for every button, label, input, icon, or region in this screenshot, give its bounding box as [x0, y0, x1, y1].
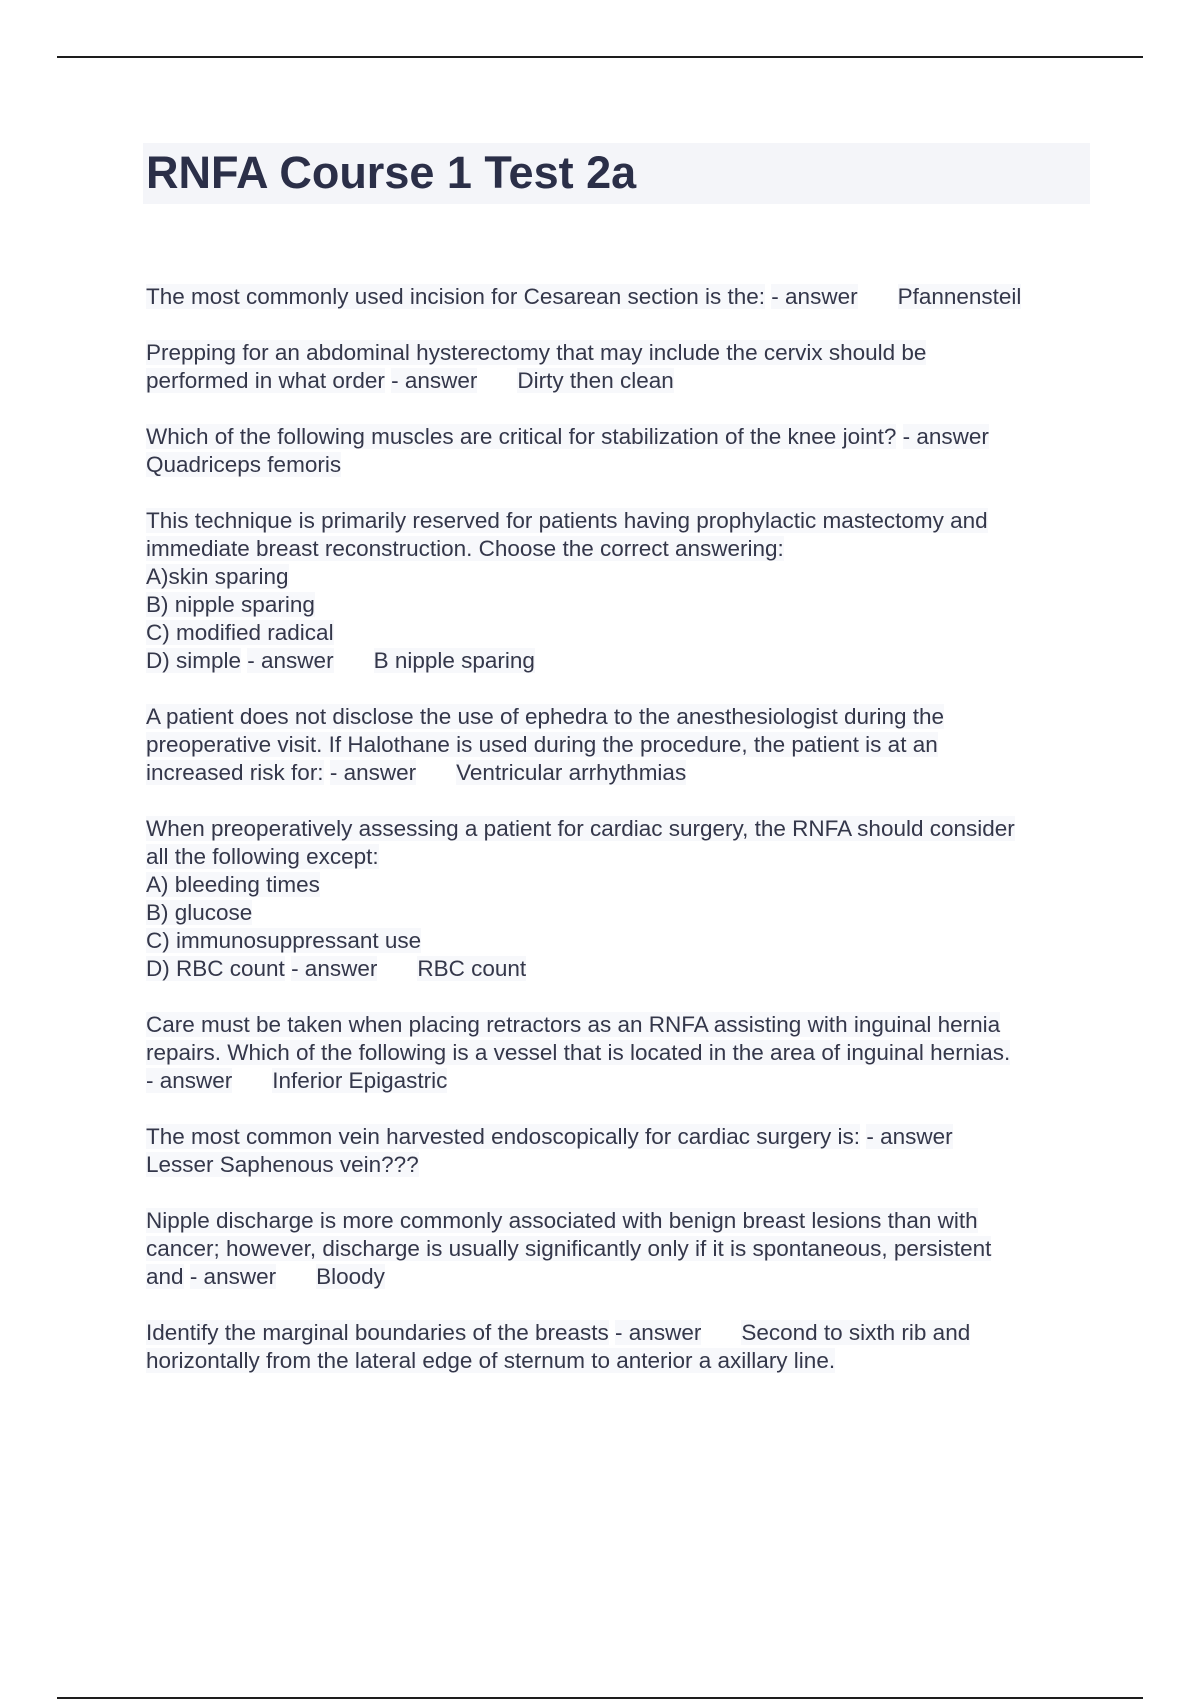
answer-text: B nipple sparing: [373, 648, 535, 673]
question-line: The most common vein harvested endoscopically for cardiac surgery is:: [146, 1124, 861, 1149]
qa-item: [146, 1207, 1090, 1291]
answer-marker: - answer: [146, 1068, 233, 1093]
answer-text: Ventricular arrhythmias: [456, 760, 687, 785]
question-line: B) glucose: [146, 900, 253, 925]
header-rule: [57, 56, 1143, 58]
answer-text: Bloody: [316, 1264, 385, 1289]
question-line: C) modified radical: [146, 620, 334, 645]
answer-marker: - answer: [247, 648, 334, 673]
answer-marker: - answer: [291, 956, 378, 981]
question-line: and: [146, 1264, 184, 1289]
question-line: Which of the following muscles are critical for stabilization of the knee joint?: [146, 424, 897, 449]
answer-marker: - answer: [189, 1264, 277, 1289]
footer-rule: [57, 1697, 1143, 1699]
question-line: When preoperatively assessing a patient for cardiac surgery, the RNFA should consider: [146, 816, 1015, 841]
question-line: A patient does not disclose the use of ephedra to the anesthesiologist during the: [146, 704, 945, 729]
question-line: A) bleeding times: [146, 872, 320, 897]
question-line: B) nipple sparing: [146, 592, 315, 617]
question-line: preoperative visit. If Halothane is used during the procedure, the patient is at an: [146, 732, 938, 757]
qa-item: [146, 703, 1090, 787]
qa-item: [146, 339, 1090, 395]
qa-item: [146, 1123, 1090, 1179]
question-line: This technique is primarily reserved for patients having prophylactic mastectomy and: [146, 508, 988, 533]
question-line: D) simple: [146, 648, 242, 673]
question-line: performed in what order: [146, 368, 385, 393]
question-line: Care must be taken when placing retractors as an RNFA assisting with inguinal hernia: [146, 1012, 1001, 1037]
answer-text: horizontally from the lateral edge of sternum to anterior a axillary line.: [146, 1348, 836, 1373]
answer-text: RBC count: [417, 956, 527, 981]
question-line: Nipple discharge is more commonly associated with benign breast lesions than with: [146, 1208, 978, 1233]
answer-marker: - answer: [615, 1320, 702, 1345]
answer-text: Lesser Saphenous vein???: [146, 1152, 419, 1177]
question-line: A)skin sparing: [146, 564, 289, 589]
answer-marker: - answer: [329, 760, 417, 785]
question-line: all the following except:: [146, 844, 379, 869]
question-line: Prepping for an abdominal hysterectomy that may include the cervix should be: [146, 340, 927, 365]
question-line: D) RBC count: [146, 956, 285, 981]
question-line: Identify the marginal boundaries of the breasts: [146, 1320, 609, 1345]
answer-text: Quadriceps femoris: [146, 452, 342, 477]
question-line: increased risk for:: [146, 760, 324, 785]
answer-marker: - answer: [866, 1124, 953, 1149]
qa-item: [146, 1011, 1090, 1095]
qa-item: [146, 283, 1090, 311]
question-line: immediate breast reconstruction. Choose the correct answering:: [146, 536, 784, 561]
qa-item: [146, 423, 1090, 479]
document-title: RNFA Course 1 Test 2a: [146, 147, 637, 198]
question-line: C) immunosuppressant use: [146, 928, 422, 953]
answer-text: Dirty then clean: [517, 368, 674, 393]
question-line: The most commonly used incision for Cesarean section is the:: [146, 284, 766, 309]
answer-text: Inferior Epigastric: [272, 1068, 448, 1093]
qa-item: [146, 815, 1090, 983]
answer-text: Pfannensteil: [897, 284, 1022, 309]
question-line: cancer; however, discharge is usually significantly only if it is spontaneous, persistent: [146, 1236, 992, 1261]
answer-marker: - answer: [902, 424, 989, 449]
qa-item: [146, 507, 1090, 675]
answer-marker: - answer: [771, 284, 858, 309]
answer-text: Second to sixth rib and: [741, 1320, 971, 1345]
question-list: [146, 283, 1090, 1403]
qa-item: [146, 1319, 1090, 1375]
question-line: repairs. Which of the following is a vessel that is located in the area of inguinal hernias.: [146, 1040, 1011, 1065]
answer-marker: - answer: [391, 368, 478, 393]
